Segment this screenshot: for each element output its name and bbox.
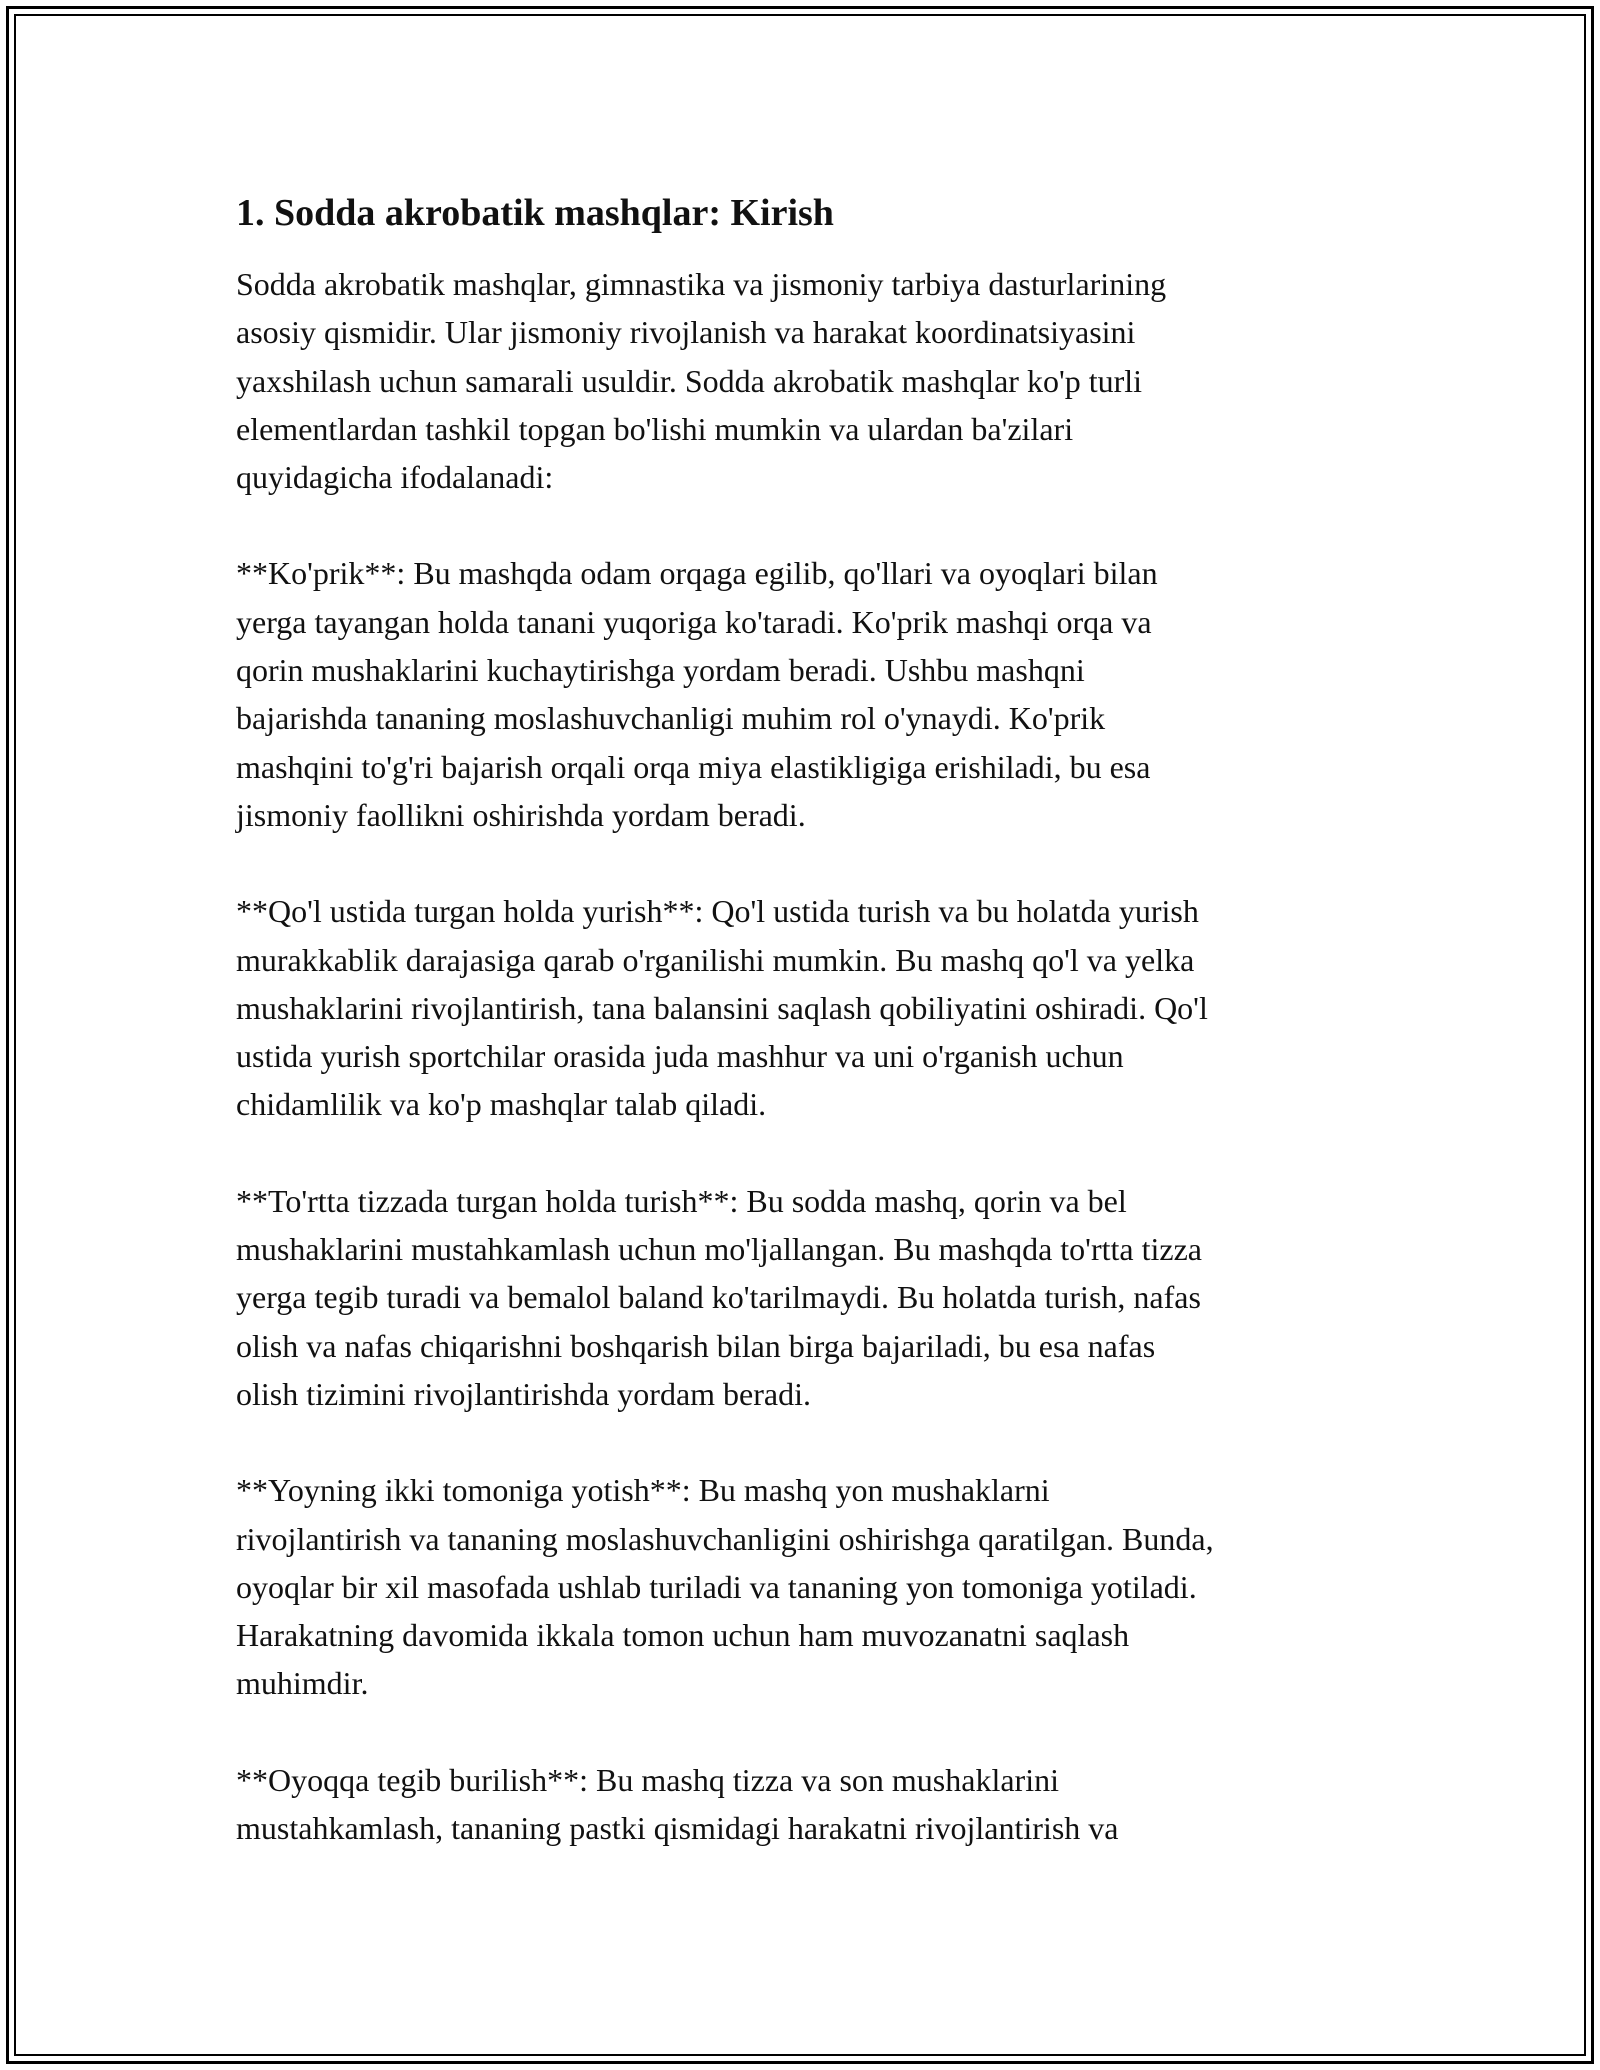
paragraph-koprik: **Ko'prik**: Bu mashqda odam orqaga egilib, qo'llari va oyoqlari bilan yerga tayangan holda tanani yuqoriga ko'taradi. Ko'prik mashqi orqa va qorin mushaklarini kuchaytirishga yordam beradi. Ushbu mashqni bajarishda tananing moslashuvchanligi muhim rol o'ynaydi. Ko'prik mashqini to'g'ri bajarish orqali orqa miya elastikligiga erishiladi, bu esa jismoniy faollikni oshirishda yordam beradi.: [236, 555, 1158, 833]
intro-paragraph: Sodda akrobatik mashqlar, gimnastika va jismoniy tarbiya dasturlarining asosiy qismidir. Ular jismoniy rivojlanish va harakat koordinatsiyasini yaxshilash uchun samarali usuldir. Sodda akrobatik mashqlar ko'p turli elementlardan tashkil topgan bo'lishi mumkin va ulardan ba'zilari quyidagicha ifodalanadi:: [236, 266, 1167, 496]
section-heading: 1. Sodda akrobatik mashqlar: Kirish: [236, 192, 834, 234]
paragraph-qol-ustida-yurish: **Qo'l ustida turgan holda yurish**: Qo'l ustida turish va bu holatda yurish murakkablik darajasiga qarab o'rganilishi mumkin. Bu mashq qo'l va yelka mushaklarini rivojlantirish, tana balansini saqlash qobiliyatini oshiradi. Qo'l ustida yurish sportchilar orasida juda mashhur va uni o'rganish uchun chidamlilik va ko'p mashqlar talab qiladi.: [236, 893, 1208, 1123]
paragraph-yoyning-ikki-tomoniga-yotish: **Yoyning ikki tomoniga yotish**: Bu mashq yon mushaklarni rivojlantirish va tananing moslashuvchanligini oshirishga qaratilgan. Bunda, oyoqlar bir xil masofada ushlab turiladi va tananing yon tomoniga yotiladi. Harakatning davomida ikkala tomon uchun ham muvozanatni saqlash muhimdir.: [236, 1472, 1214, 1702]
paragraph-tortta-tizzada-turish: **To'rtta tizzada turgan holda turish**: Bu sodda mashq, qorin va bel mushaklarini mustahkamlash uchun mo'ljallangan. Bu mashqda to'rtta tizza yerga tegib turadi va bemalol baland ko'tarilmaydi. Bu holatda turish, nafas olish va nafas chiqarishni boshqarish bilan birga bajariladi, bu esa nafas olish tizimini rivojlantirishda yordam beradi.: [236, 1182, 1202, 1412]
paragraph-oyoqqa-tegib-burilish: **Oyoqqa tegib burilish**: Bu mashq tizza va son mushaklarini mustahkamlash, tananing pastki qismidagi harakatni rivojlantirish va: [236, 1761, 1119, 1847]
document-body: [236, 188, 1366, 1852]
